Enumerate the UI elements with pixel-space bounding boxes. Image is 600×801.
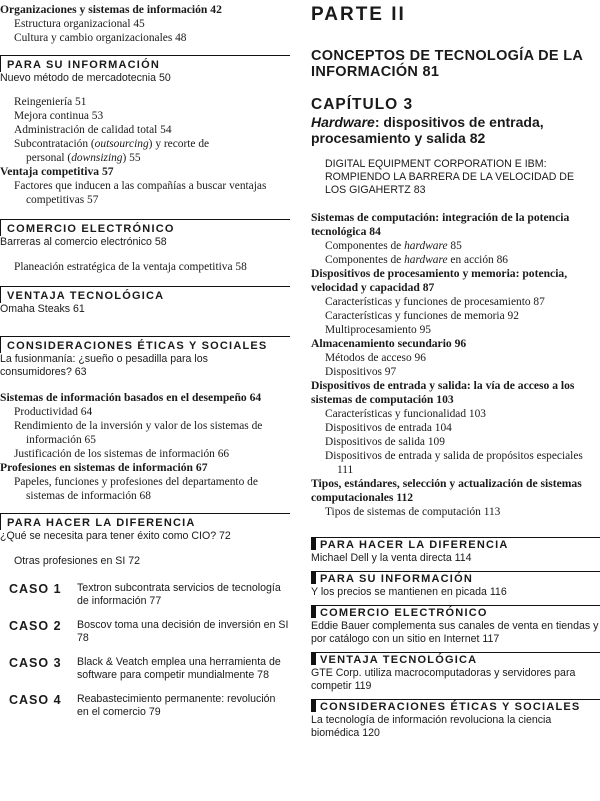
toc-entry-metodos-acceso: Métodos de acceso 96 bbox=[325, 352, 426, 364]
box-title: CONSIDERACIONES ÉTICAS Y SOCIALES bbox=[0, 336, 290, 353]
toc-entry-planeacion: Planeación estratégica de la ventaja competitiva 58 bbox=[14, 261, 247, 273]
box-ventaja-tecnologica bbox=[0, 286, 290, 316]
toc-entry-sistemas-computacion: Sistemas de computación: integración de la potencia tecnológica 84 bbox=[311, 211, 570, 238]
caso-1 bbox=[0, 582, 290, 607]
box-consideraciones-eticas bbox=[0, 336, 290, 379]
toc-entry-calidad: Administración de calidad total 54 bbox=[14, 124, 172, 136]
toc-entry-sistemas-desempeno: Sistemas de información basados en el desempeño 64 bbox=[0, 391, 262, 404]
box-comercio-electronico bbox=[0, 219, 290, 249]
toc-entry-disp-especiales: Dispositivos de entrada y salida de propósitos especiales 111 bbox=[325, 450, 583, 476]
box-text-informacion: Y los precios se mantienen en picada 116 bbox=[311, 586, 507, 598]
toc-entry-ventaja-competitiva: Ventaja competitiva 57 bbox=[0, 165, 114, 178]
toc-entry-estructura: Estructura organizacional 45 bbox=[14, 18, 145, 30]
toc-entry-tipos: Tipos, estándares, selección y actualización de sistemas computacionales 112 bbox=[311, 477, 582, 504]
toc-entry-profesiones: Profesiones en sistemas de información 67 bbox=[0, 461, 208, 474]
toc-entry-dispositivos-procesamiento: Dispositivos de procesamiento y memoria: potencia, velocidad y capacidad 87 bbox=[311, 267, 568, 294]
box-text: Barreras al comercio electrónico 58 bbox=[0, 236, 167, 248]
caso-text: Reabastecimiento permanente: revolución en el comercio 79 bbox=[77, 693, 276, 718]
chapter-opening-case: DIGITAL EQUIPMENT CORPORATION E IBM: ROMPIENDO LA BARRERA DE LA VELOCIDAD DE LOS GIGAHERTZ 83 bbox=[325, 158, 575, 196]
toc-entry-caract-memoria: Características y funciones de memoria 92 bbox=[325, 310, 519, 322]
box-title-comercio: COMERCIO ELECTRÓNICO bbox=[311, 606, 600, 620]
box-title-etica: CONSIDERACIONES ÉTICAS Y SOCIALES bbox=[311, 700, 600, 714]
toc-entry-multiprocesamiento: Multiprocesamiento 95 bbox=[325, 324, 431, 336]
toc-entry-caract-procesamiento: Características y funciones de procesamiento 87 bbox=[325, 296, 545, 308]
caso-3 bbox=[0, 656, 290, 681]
caso-label: CASO 3 bbox=[9, 656, 62, 670]
box-text-ventaja: GTE Corp. utiliza macrocomputadoras y servidores para competir 119 bbox=[311, 667, 576, 692]
caso-text: Black & Veatch emplea una herramienta de software para competir mundialmente 78 bbox=[77, 656, 281, 681]
caso-label: CASO 4 bbox=[9, 693, 62, 707]
toc-entry-subcontratacion-cont: personal (downsizing) 55 bbox=[26, 152, 141, 164]
toc-entry-almacenamiento: Almacenamiento secundario 96 bbox=[311, 337, 467, 350]
part-title: CONCEPTOS DE TECNOLOGÍA DE LA INFORMACIÓN 81 bbox=[311, 48, 583, 80]
toc-entry-factores: Factores que inducen a las compañías a buscar ventajas competitivas 57 bbox=[14, 180, 267, 206]
box-text-etica: La tecnología de información revoluciona la ciencia biomédica 120 bbox=[311, 714, 552, 739]
box-para-hacer-la-diferencia bbox=[0, 513, 290, 543]
toc-entry-organizaciones: Organizaciones y sistemas de información 42 bbox=[0, 3, 222, 16]
toc-entry-disp-entrada: Dispositivos de entrada 104 bbox=[325, 422, 452, 434]
box-text-comercio: Eddie Bauer complementa sus canales de venta en tiendas y por catálogo con un sitio en Internet 117 bbox=[311, 620, 599, 645]
toc-entry-mejora: Mejora continua 53 bbox=[14, 110, 104, 122]
toc-entry-rendimiento: Rendimiento de la inversión y valor de los sistemas de información 65 bbox=[14, 420, 263, 446]
chapter-number: CAPÍTULO 3 bbox=[311, 96, 414, 113]
toc-entry-disp-salida: Dispositivos de salida 109 bbox=[325, 436, 445, 448]
box-text: Nuevo método de mercadotecnia 50 bbox=[0, 72, 171, 84]
toc-entry-tipos-sistemas: Tipos de sistemas de computación 113 bbox=[325, 506, 501, 518]
caso-2 bbox=[0, 619, 290, 644]
box-text: Omaha Steaks 61 bbox=[0, 303, 85, 315]
box-title-diferencia: PARA HACER LA DIFERENCIA bbox=[311, 538, 600, 552]
toc-entry-subcontratacion: Subcontratación (outsourcing) y recorte de bbox=[14, 138, 210, 150]
toc-entry-cultura: Cultura y cambio organizacionales 48 bbox=[14, 32, 187, 44]
caso-text: Textron subcontrata servicios de tecnología de información 77 bbox=[77, 582, 281, 607]
caso-label: CASO 2 bbox=[9, 619, 62, 633]
caso-4 bbox=[0, 693, 290, 718]
box-text: La fusionmanía: ¿sueño o pesadilla para los consumidores? 63 bbox=[0, 353, 208, 378]
toc-entry-justificacion: Justificación de los sistemas de información 66 bbox=[14, 448, 230, 460]
box-text: ¿Qué se necesita para tener éxito como CIO? 72 bbox=[0, 530, 231, 542]
left-column bbox=[0, 0, 290, 718]
caso-text: Boscov toma una decisión de inversión en SI 78 bbox=[77, 619, 289, 644]
toc-entry-caract-funcionalidad: Características y funcionalidad 103 bbox=[325, 408, 486, 420]
toc-entry-reingenieria: Reingeniería 51 bbox=[14, 96, 87, 108]
box-text-diferencia: Michael Dell y la venta directa 114 bbox=[311, 552, 472, 564]
box-title: VENTAJA TECNOLÓGICA bbox=[0, 286, 290, 303]
toc-entry-dispositivos: Dispositivos 97 bbox=[325, 366, 397, 378]
box-title: PARA HACER LA DIFERENCIA bbox=[0, 513, 290, 530]
box-title-informacion: PARA SU INFORMACIÓN bbox=[311, 572, 600, 586]
parte-heading: PARTE II bbox=[311, 4, 406, 25]
box-para-su-informacion bbox=[0, 55, 290, 85]
toc-entry-productividad: Productividad 64 bbox=[14, 406, 93, 418]
caso-label: CASO 1 bbox=[9, 582, 62, 596]
toc-entry-componentes: Componentes de hardware 85 bbox=[325, 240, 462, 252]
toc-entry-entrada-salida: Dispositivos de entrada y salida: la vía de acceso a los sistemas de computación 103 bbox=[311, 379, 575, 406]
box-title: COMERCIO ELECTRÓNICO bbox=[0, 219, 290, 236]
box-title: PARA SU INFORMACIÓN bbox=[0, 55, 290, 72]
toc-entry-otras-profesiones: Otras profesiones en SI 72 bbox=[14, 555, 141, 567]
box-title-ventaja: VENTAJA TECNOLÓGICA bbox=[311, 653, 600, 667]
toc-entry-componentes-accion: Componentes de hardware en acción 86 bbox=[325, 254, 508, 266]
right-column bbox=[311, 0, 600, 740]
toc-entry-papeles: Papeles, funciones y profesiones del departamento de sistemas de información 68 bbox=[14, 476, 258, 502]
chapter-title: Hardware: dispositivos de entrada, procesamiento y salida 82 bbox=[311, 114, 544, 146]
